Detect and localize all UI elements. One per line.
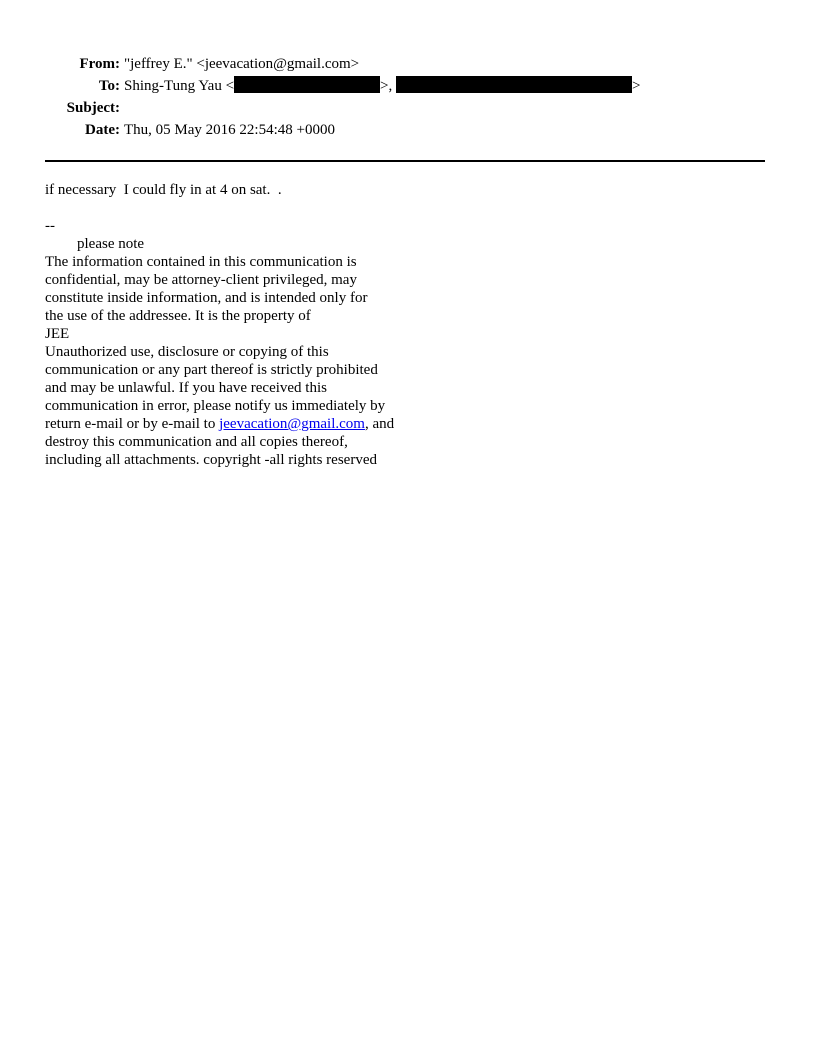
to-value <box>124 75 640 97</box>
return-suffix: , and <box>364 416 395 432</box>
from-label: From: <box>79 56 120 72</box>
email-link[interactable]: jeevacation@gmail.com <box>219 416 365 432</box>
disclaimer-line: Unauthorized use, disclosure or copying of this <box>45 344 329 360</box>
header-divider <box>45 160 765 162</box>
disclaimer-line: including all attachments. copyright -all rights reserved <box>45 452 377 468</box>
disclaimer-line: The information contained in this communication is <box>45 254 357 270</box>
disclaimer-line: communication or any part thereof is strictly prohibited <box>45 362 378 378</box>
to-label: To: <box>98 78 120 94</box>
spacer <box>45 199 745 217</box>
date-value: Thu, 05 May 2016 22:54:48 +0000 <box>124 122 335 138</box>
subject-row <box>0 97 816 119</box>
return-prefix: return e-mail or by e-mail to <box>45 416 220 432</box>
date-row <box>0 119 816 141</box>
disclaimer-line: communication in error, please notify us immediately by <box>45 398 386 414</box>
from-row <box>0 53 816 75</box>
to-row <box>0 75 816 97</box>
body-line: if necessary I could fly in at 4 on sat. . <box>45 182 282 198</box>
disclaimer-return-line <box>45 415 745 433</box>
please-note: please note <box>77 236 145 252</box>
disclaimer-line: constitute inside information, and is intended only for <box>45 290 368 306</box>
disclaimer-line: and may be unlawful. If you have received this <box>45 380 327 396</box>
disclaimer-line: the use of the addressee. It is the property of <box>45 308 311 324</box>
to-suffix: > <box>632 78 641 94</box>
redaction-bar <box>396 76 632 93</box>
signature-dashes: -- <box>45 218 55 234</box>
disclaimer-line: JEE <box>45 326 70 342</box>
from-value: "jeffrey E." <jeevacation@gmail.com> <box>124 56 360 72</box>
date-label: Date: <box>85 122 120 138</box>
subject-label: Subject: <box>66 100 120 116</box>
disclaimer-line: confidential, may be attorney-client privileged, may <box>45 272 357 288</box>
redaction-bar <box>234 76 380 93</box>
to-separator: >, <box>380 78 397 94</box>
disclaimer-line: destroy this communication and all copies thereof, <box>45 434 348 450</box>
email-header <box>0 53 816 141</box>
message-body <box>45 181 745 469</box>
to-recipient-name: Shing-Tung Yau < <box>124 78 235 94</box>
